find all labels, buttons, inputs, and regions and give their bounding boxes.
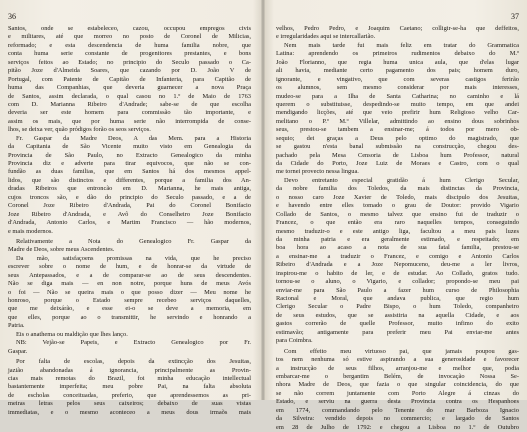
text-line: mesmo traduzir-o e este antigo liga, facultou a meu pais luzes xyxy=(276,227,519,235)
left-page-text xyxy=(8,25,251,417)
text-line: Portugal, com Patente de Capitão de Infanteria, para Capitão de xyxy=(8,75,251,83)
text-line: reformado; e esta descendencia de huma familia nobre, que xyxy=(8,41,251,49)
text-line: meiras letras pelos seus caixeiros; debaixo de suas vistas xyxy=(8,400,251,408)
text-line: seus Antepassados, e a de comparar-se ao de seus descendentes. xyxy=(8,271,251,279)
text-line: se não correm juntamente com Porto Alegre á cinzas do xyxy=(276,389,519,397)
text-line: a ensinar-me a traduzir o Francez, e comigo e Antonio Carlos xyxy=(276,252,519,260)
text-line: Da mão, satisfaçoens promissas na vida, que he preciso xyxy=(16,254,251,262)
text-line: conta huma serie constante de progenitores prestantes, e bons xyxy=(8,50,251,58)
text-line: Com effeito meu virtuoso pai, que jamais poupou gas- xyxy=(284,347,519,355)
left-page xyxy=(8,12,251,416)
text-line: da Silveira: vendido depois no commercio; e largado de Santos xyxy=(276,415,519,423)
text-line: Eis o anathema ou maldição que lhes lanço. xyxy=(16,330,128,338)
text-line: Por falta de escolas, depois da extincção dos Jesuitas, xyxy=(16,358,251,366)
text-line: Provincia diz e adverte para tirar equivocos, que não se con- xyxy=(8,160,251,167)
text-line: immediatas, e o mesmo aconteceo a meus dous irmaõs mais xyxy=(8,408,251,416)
text-line: tornou-se o aluno, o Vigario, e collador; propondo-se meu pai xyxy=(276,278,519,286)
book-gutter xyxy=(261,0,265,400)
text-line: Nem mais tarde fui mais feliz em tratar do Grammatica xyxy=(284,41,519,49)
text-line: de Santos, assim declarada, o qual casou no 1.º de Maio de 1763 xyxy=(8,92,251,100)
text-line: fundão as duas familias, que em Santos há dos mesmos appel- xyxy=(8,168,251,176)
text-line: honroso, porque o Estado sempre recebeo serviços daquelles, xyxy=(8,297,251,304)
text-line: melitano o P.º M.º Villelar, admittindo ao ensino dous sobrinhos xyxy=(276,117,519,125)
text-line: Francez, o que então era raro naquelles tempos, conseguindo xyxy=(276,219,519,227)
text-line: deveria ser este homem para commissão tão importante, e xyxy=(8,109,251,117)
text-line: escrever sobre o nome de hum, e de honrar-se da virtude de xyxy=(8,263,251,271)
text-line: da minha patria e era geralmente estimado, e respeitado; em xyxy=(276,235,519,243)
text-line: inspirou-me o habito de ler, e de estudar. Ao Collado, gratos tudo. xyxy=(276,269,519,277)
text-line: estimavão; antigamente para preferir meu Pai enviar-me antes xyxy=(276,328,519,336)
text-line: João Florianno, que regia huma unica aula, que d'elas lugar xyxy=(276,58,519,66)
text-line: Madre de Deos, sobre meus Ascendentes. xyxy=(8,246,115,254)
text-line: Fr. Gaspar da Madre Deos, A das Mem. para a Historia xyxy=(16,134,251,142)
text-line: Coronel Joze Ribeiro d'Andrada, Pai do Coronel Bonifacio xyxy=(8,202,251,210)
text-line: cujos troncos são, e dão do principio do Seculo passado, e a de xyxy=(8,193,251,201)
text-line: Clerigo Secular o Padre Bispo, o hum Toledo, companheiro xyxy=(276,303,519,311)
text-line: com D. Marianna Ribeiro d'Andrade; sabe-se de que escolha xyxy=(8,100,251,108)
right-page-text xyxy=(276,25,519,432)
text-line: Racional e Moral, que andava publica, que regio hum xyxy=(276,295,519,302)
text-line: e mais modernos. xyxy=(8,227,53,235)
text-line: serviços feitos ao Estado; no principio do Seculo passado o Ca- xyxy=(8,58,251,66)
text-line: a instrucção de seus filhos, arranjou-me e melhor que, podia xyxy=(276,364,519,372)
text-line: que elles, porque ao o transmittir, he servindo e honrando a xyxy=(8,313,251,321)
text-line: pitão Joze d'Almeida Soares, que cazando por D. João V de xyxy=(8,67,251,75)
text-line: Joze Ribeiro d'Andrada, e Avô do Conselheiro Joze Bonifacio xyxy=(8,210,251,218)
text-line: Provincia de São Paulo, no Extracto Genealogico da minha xyxy=(8,151,251,159)
text-line: ignorante, e vingativo, que com severas castigos ferirão xyxy=(276,75,519,83)
text-line: para Coimbra. xyxy=(276,337,313,345)
text-line: mendigando licções, até que veio prefirir hum Religioso velho Car- xyxy=(276,109,519,117)
text-line: Devo entretanto especial gratidão á hum Clerigo Secular, xyxy=(284,176,519,184)
right-page-number: 37 xyxy=(511,12,519,21)
text-line: d'Andrada, Antonio Carlos, e Martim Francisco — hão modernos, xyxy=(8,219,251,227)
text-line: Ribeiro d'Andrada e a Joze Nepomuceno, deu-me a ler livros, xyxy=(276,261,519,269)
text-line: me tornei provecto nessa lingua. xyxy=(276,168,359,176)
text-line: cias mais remotas do Brazil, foi minha educação intellectual xyxy=(8,374,251,382)
text-line: assim os mais, que por huma serie não interrompida de conse- xyxy=(8,117,251,125)
text-line: tos nem nenhuma só estive aspirando a sua generosidade e favorecer xyxy=(276,356,519,364)
text-line: Não se diga mais — en non notre, porque huns de meus Avós xyxy=(8,280,251,288)
text-line: que me deixárão, e esse ei-o se deve a memoria, em xyxy=(8,305,251,313)
text-line: lhos, se deixa ver, quão pródigos forão os seos serviços. xyxy=(8,126,151,134)
text-line: o nosso caro Joze Xavier de Toledo, mais discipulo dos Jesuitas, xyxy=(276,193,519,201)
text-line: lidos, que são distinctos e differentes, porque a familia dos An- xyxy=(8,176,251,184)
text-line: o foi — Não se queira mais o que posso dizer — Meu nome he xyxy=(8,288,251,296)
right-page xyxy=(276,12,519,431)
text-line: embarcar-me o bergantim Belém, de invocação Nossa Se- xyxy=(276,372,519,380)
text-line: enviar-me para São Paulo a fazer hum curso de Philosophia xyxy=(276,286,519,294)
text-line: NB: Vejão-se Papeis, e Extracto Genealogico por Fr. xyxy=(16,339,251,347)
text-line: seus, prestou-se tambem a ensinar-me; á todos por mero ob- xyxy=(276,126,519,134)
text-line: Santos, onde se estabeleceo, cazou, occupou empregos civis xyxy=(8,25,251,32)
text-line: Collado de Santos, o mesmo talvez que ensino fui de traduzir o xyxy=(276,210,519,218)
text-line: da Cidade do Porto, Joze Luiz de Moraes e Castro, com o qual xyxy=(276,160,519,167)
text-line: ali havia, mediante certo pagamento dos pais; homem duro, xyxy=(276,67,519,75)
text-line: Relativamente a Nota do Genealogico Fr. Gaspar da xyxy=(16,237,251,245)
text-line: boa hora ao acaso a nota de sua fatal familia, prestou-se xyxy=(276,244,519,252)
text-line: nhora Madre de Deos, que fazia o que singular coincidencia, do que xyxy=(276,381,519,389)
text-line: pachado pela Mesa Censoria de Lisboa hum Professor, natural xyxy=(276,151,519,159)
text-line: da Capitania de São Vicente muito visto em Genealogia da xyxy=(8,143,251,151)
left-page-number: 36 xyxy=(8,12,16,21)
text-line: e havendo entre elles tomado o grau de Doutor: provido Vigario xyxy=(276,202,519,210)
text-line: dradas Ribeiros que entroncão em D. Marianna, he mais antiga, xyxy=(8,185,251,193)
text-line: e irregularidades aqui se intercallarião. xyxy=(276,33,376,41)
text-line: e militares, até que morreo no posto de Coronel de Milicias, xyxy=(8,33,251,41)
text-line: huma das Companhias, que deveria guarnecer a nova Praça xyxy=(8,84,251,92)
text-line: se gastou n'esta banal submissão na construcção, chegou des- xyxy=(276,143,519,151)
text-line: querem o substituisse, despedindo-se muito tempo, em que andei xyxy=(276,100,519,108)
text-line: os alumnos, sem mesmo considerar por mais interesses, xyxy=(276,84,519,92)
text-line: Latina: aprendendo os primeiros rudimentos debaixo do M.º xyxy=(276,50,519,58)
text-line: em 28 de Julho de 1792: e chegou a Lisboa no 1.º de Outubro xyxy=(276,423,519,431)
text-line: sequio; dei graças a Deus pelo optimo do magistrado, que xyxy=(276,134,519,142)
text-line: da nobre familia dos Toledos, da mais distinctas da Provincia, xyxy=(276,185,519,193)
text-line: de seus estudos, que se assistiria na aquella Cidade, e aos xyxy=(276,311,519,319)
text-line: Estado, e serviu na guerra desta Provincia contra os Hespanhoes xyxy=(276,398,519,406)
text-line: bastantemente imperfeita; meu pobre Pai, na falta absoluta xyxy=(8,383,251,391)
text-line: Patria. xyxy=(8,322,25,330)
text-line: mudeo-se para a Ilha de Santa Catharina; no caminho e lá xyxy=(276,92,519,100)
text-line: Gaspar. xyxy=(8,347,28,355)
text-line: em 1774, commandando pelo Tenente do mar Barboza Ignacio xyxy=(276,406,519,414)
text-line: gastos correrão de quelle Professor, muito infimo do exito xyxy=(276,320,519,328)
text-line: velhos, Pedro Pedro, e Joaquim Caetano; colligir-se-ha que deffeitos, xyxy=(276,25,519,32)
text-line: jazião abandonadas á ignorancia, principalmente as Provin- xyxy=(8,366,251,374)
text-line: de escholas conceituadas, preferio, que aprendessemos as pri- xyxy=(8,391,251,399)
